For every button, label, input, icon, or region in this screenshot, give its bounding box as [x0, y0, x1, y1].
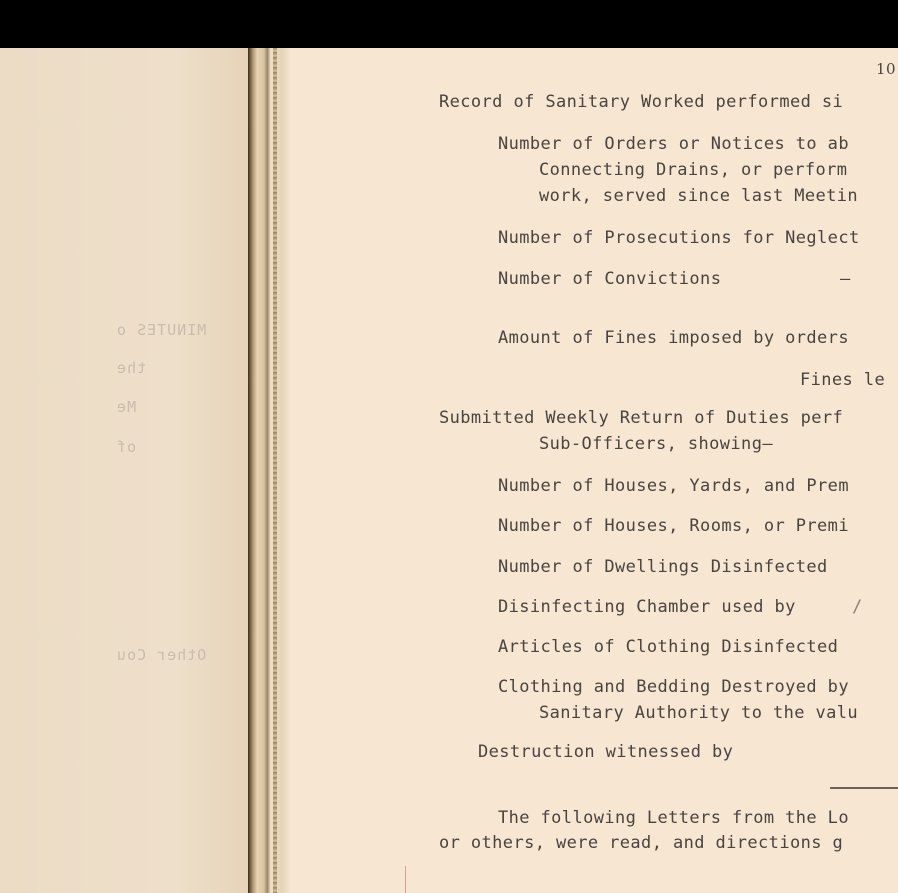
text-line: or others, were read, and directions g [439, 833, 844, 853]
dash-mark: – [840, 269, 851, 289]
section-heading: Submitted Weekly Return of Duties perf [439, 408, 844, 428]
text-line: Fines le [800, 370, 886, 390]
bleed-through-text: of [116, 438, 137, 456]
text-line: Sanitary Authority to the valu [539, 703, 859, 723]
text-line: work, served since last Meetin [539, 186, 859, 206]
text-line: Sub-Officers, showing— [539, 434, 773, 454]
bleed-through-text: Me [116, 398, 137, 416]
text-line: Number of Convictions [498, 269, 722, 289]
signature-rule [830, 787, 898, 789]
text-line: Connecting Drains, or perform [539, 160, 848, 180]
right-page [290, 48, 898, 893]
bleed-through-text: Other Cou [116, 646, 207, 664]
handwritten-slash: / [852, 597, 863, 617]
section-heading: Record of Sanitary Worked performed si [439, 92, 844, 112]
margin-mark [405, 866, 406, 893]
text-line: Destruction witnessed by [478, 742, 734, 762]
text-line: Number of Houses, Rooms, or Premi [498, 516, 849, 536]
text-line: The following Letters from the Lo [498, 808, 849, 828]
page-number: 10 [876, 60, 896, 78]
text-line: Disinfecting Chamber used by [498, 597, 796, 617]
text-line: Number of Houses, Yards, and Prem [498, 476, 849, 496]
text-line: Number of Orders or Notices to ab [498, 134, 849, 154]
text-line: Articles of Clothing Disinfected [498, 637, 839, 657]
text-line: Number of Prosecutions for Neglect [498, 228, 860, 248]
text-line: Clothing and Bedding Destroyed by [498, 677, 849, 697]
book-gutter [248, 48, 290, 893]
left-page [0, 48, 252, 893]
text-line: Number of Dwellings Disinfected [498, 557, 828, 577]
top-black-band [0, 0, 898, 48]
text-line: Amount of Fines imposed by orders [498, 328, 849, 348]
page-edge [273, 48, 277, 893]
bleed-through-text: the [116, 359, 147, 377]
bleed-through-text: MINUTES o [116, 321, 207, 339]
